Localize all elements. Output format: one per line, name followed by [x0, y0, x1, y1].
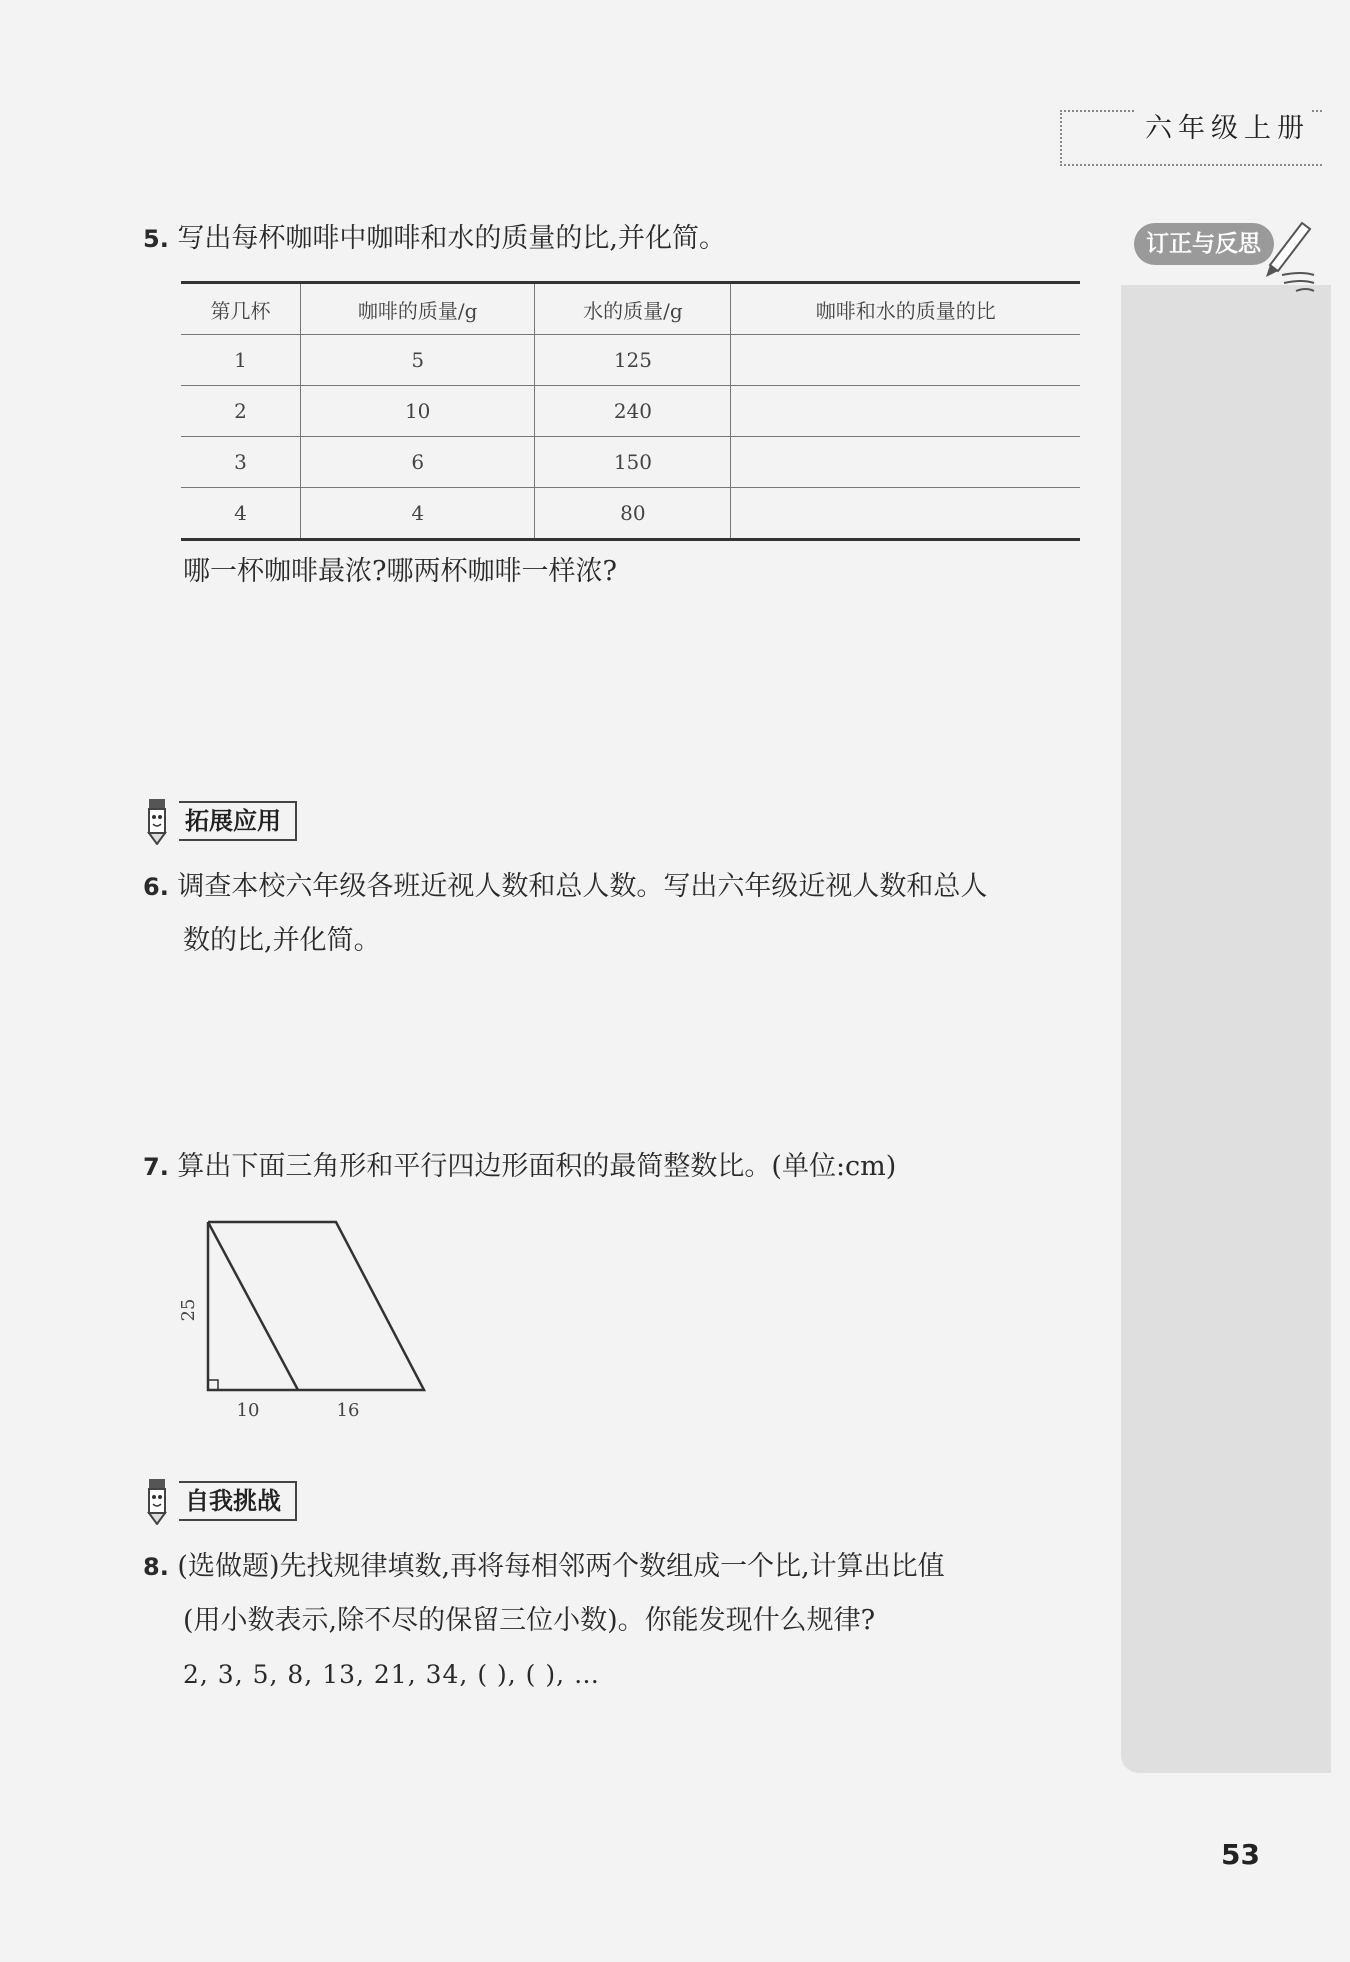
base2-label: 16: [336, 1400, 360, 1421]
question-8: [143, 1540, 1093, 1702]
answer-cell[interactable]: [731, 335, 1080, 386]
margin-notes-area: [1121, 285, 1331, 1773]
table-header: 第几杯: [181, 283, 301, 335]
section-challenge: [143, 1480, 297, 1522]
page-number: 53: [1221, 1838, 1260, 1871]
coffee-table: [181, 281, 1080, 541]
geometry-figure: [170, 1210, 440, 1430]
table-cell: 150: [535, 437, 731, 488]
answer-cell[interactable]: [731, 437, 1080, 488]
table-cell: 240: [535, 386, 731, 437]
question-8-number: 8.: [143, 1553, 169, 1581]
table-row: [181, 437, 1080, 488]
pencil-mascot-icon: [143, 797, 171, 845]
answer-cell[interactable]: [731, 488, 1080, 540]
question-5: [143, 212, 726, 266]
pencil-icon: [1262, 215, 1322, 295]
grade-header: [1060, 110, 1322, 166]
margin-tag-label: 订正与反思: [1146, 231, 1261, 257]
pencil-mascot-icon: [143, 1477, 171, 1525]
question-8-line1: (选做题)先找规律填数,再将每相邻两个数组成一个比,计算出比值: [177, 1551, 945, 1582]
table-cell: 6: [301, 437, 535, 488]
base1-label: 10: [236, 1400, 260, 1421]
table-header: 水的质量/g: [535, 283, 731, 335]
table-cell: 4: [301, 488, 535, 540]
table-row: [181, 335, 1080, 386]
margin-tag: [1134, 223, 1274, 265]
question-7: [143, 1140, 896, 1194]
question-5-prompt: 写出每杯咖啡中咖啡和水的质量的比,并化简。: [177, 223, 727, 254]
table-cell: 1: [181, 335, 301, 386]
table-cell: 125: [535, 335, 731, 386]
triangle-hypotenuse: [208, 1222, 298, 1390]
question-6-line1: 调查本校六年级各班近视人数和总人数。写出六年级近视人数和总人: [177, 871, 988, 902]
grade-label: 六年级上册: [1135, 106, 1310, 145]
table-cell: 3: [181, 437, 301, 488]
question-6-number: 6.: [143, 873, 169, 901]
question-7-prompt: 算出下面三角形和平行四边形面积的最简整数比。(单位:cm): [177, 1151, 897, 1182]
table-cell: 80: [535, 488, 731, 540]
table-cell: 2: [181, 386, 301, 437]
question-5-number: 5.: [143, 225, 169, 253]
question-5-followup: 哪一杯咖啡最浓?哪两杯咖啡一样浓?: [183, 556, 617, 587]
table-row: [181, 386, 1080, 437]
section-extend: [143, 800, 297, 842]
height-label: 25: [178, 1298, 199, 1322]
question-8-line2: (用小数表示,除不尽的保留三位小数)。你能发现什么规律?: [183, 1605, 876, 1636]
section-extend-label: 拓展应用: [179, 801, 297, 841]
question-7-number: 7.: [143, 1153, 169, 1181]
number-sequence: 2, 3, 5, 8, 13, 21, 34, ( ), ( ), …: [183, 1660, 601, 1689]
section-challenge-label: 自我挑战: [179, 1481, 297, 1521]
table-header: 咖啡和水的质量的比: [731, 283, 1080, 335]
question-6: [143, 860, 1093, 968]
parallelogram-shape: [208, 1222, 424, 1390]
table-header-row: [181, 283, 1080, 335]
question-6-line2: 数的比,并化简。: [183, 925, 381, 956]
table-cell: 10: [301, 386, 535, 437]
answer-cell[interactable]: [731, 386, 1080, 437]
table-row: [181, 488, 1080, 540]
right-angle-mark: [208, 1380, 218, 1390]
table-header: 咖啡的质量/g: [301, 283, 535, 335]
table-cell: 4: [181, 488, 301, 540]
table-cell: 5: [301, 335, 535, 386]
